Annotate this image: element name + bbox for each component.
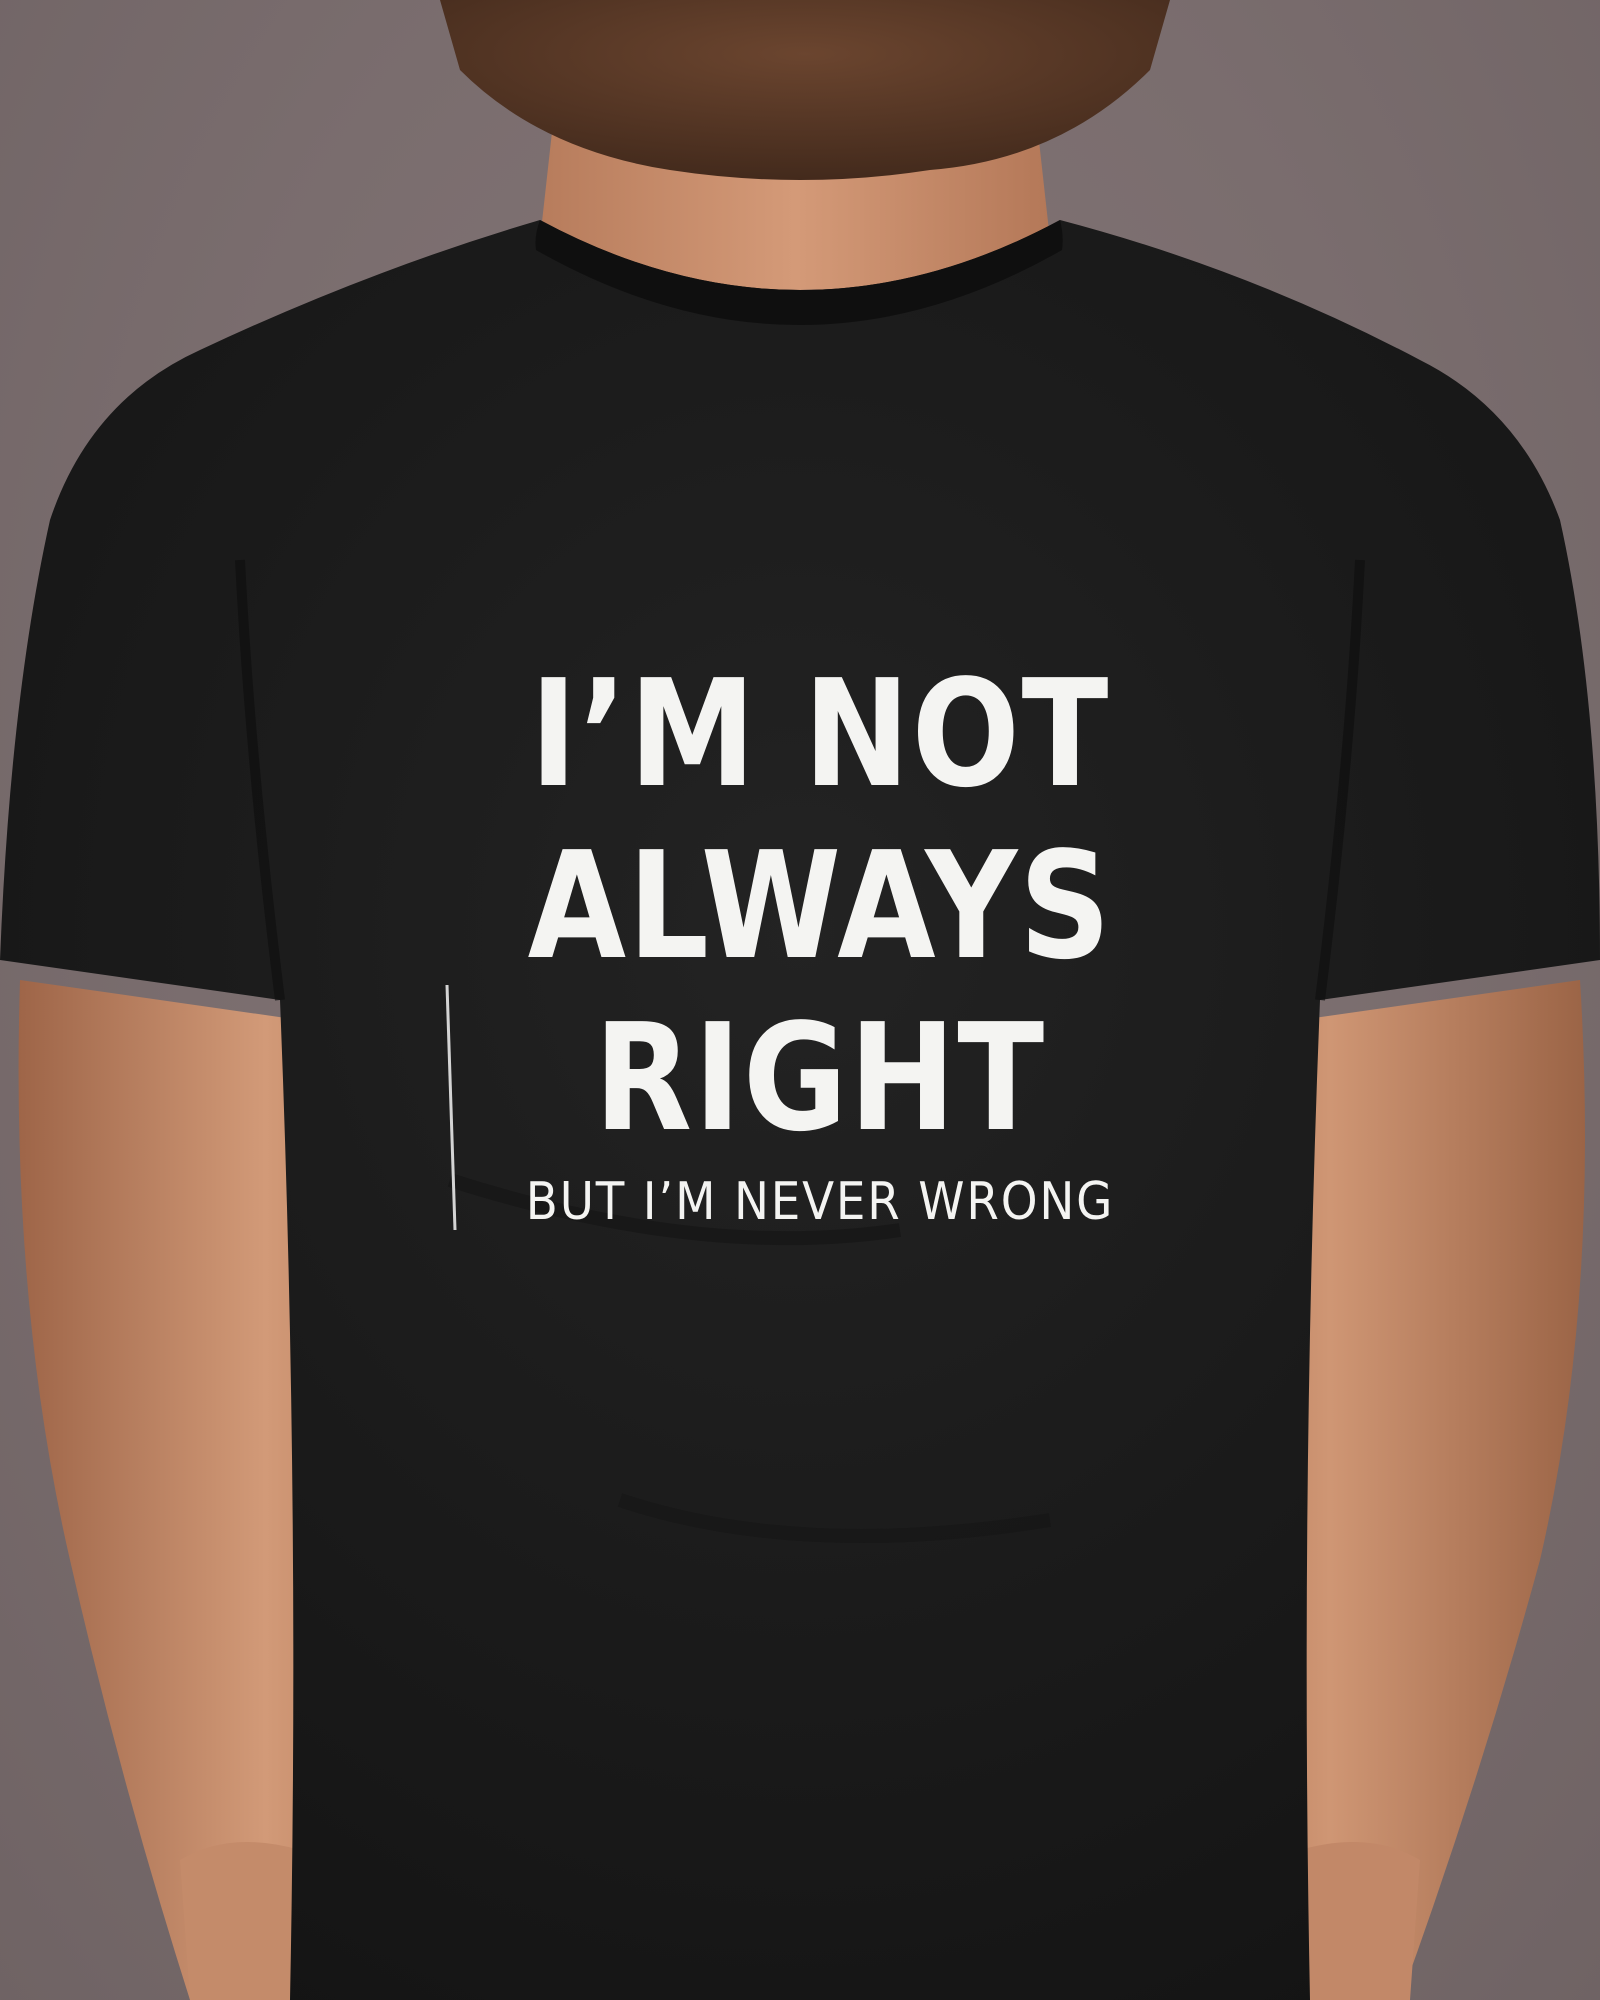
print-subline: BUT I’M NEVER WRONG <box>525 1172 1115 1232</box>
print-line-3: RIGHT <box>594 992 1046 1164</box>
print-line-1: I’M NOT <box>529 648 1111 820</box>
print-line-2: ALWAYS <box>527 820 1113 992</box>
beard <box>440 0 1170 180</box>
tshirt-print <box>480 648 1160 1232</box>
